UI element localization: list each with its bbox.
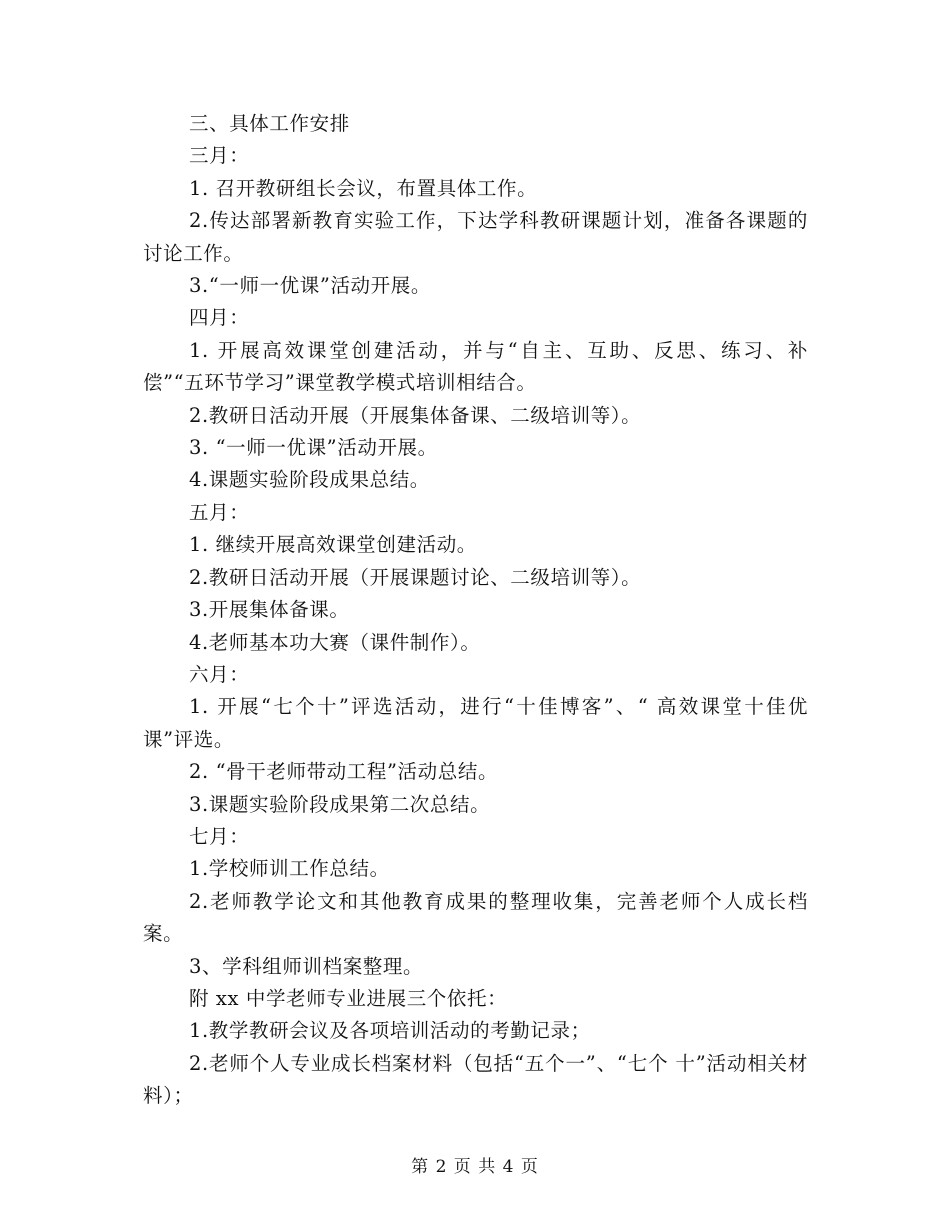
list-item: 4.课题实验阶段成果总结。: [189, 468, 430, 492]
list-item: 2.老师个人专业成长档案材料（包括“五个一”、“七个 十”活动相关材料）；: [143, 1051, 808, 1108]
appendix-heading: 附 xx 中学老师专业进展三个依托：: [189, 986, 508, 1010]
list-item: 1. 召开教研组长会议，布置具体工作。: [189, 176, 538, 200]
list-item: 3. “一师一优课”活动开展。: [189, 436, 438, 460]
month-heading-march: 三月：: [189, 144, 250, 168]
section-heading: 三、具体工作安排: [189, 112, 350, 135]
month-heading-may: 五月：: [189, 500, 250, 524]
list-item: 2.传达部署新教育实验工作，下达学科教研课题计划，准备各课题的讨论工作。: [143, 209, 808, 265]
list-item: 3.开展集体备课。: [189, 598, 350, 622]
list-item: 1. 继续开展高效课堂创建活动。: [189, 533, 477, 557]
list-item: 2.教研日活动开展（开展集体备课、二级培训等）。: [189, 403, 642, 427]
document-body: [143, 108, 808, 1113]
list-item: 1.教学教研会议及各项培训活动的考勤记录；: [189, 1019, 591, 1043]
list-item: 3.课题实验阶段成果第二次总结。: [189, 792, 491, 816]
list-item: 2. “骨干老师带动工程”活动总结。: [189, 760, 499, 784]
month-heading-july: 七月：: [189, 824, 250, 848]
month-heading-june: 六月：: [189, 662, 250, 686]
list-item: 4.老师基本功大赛（课件制作）。: [189, 630, 481, 654]
list-item: 1. 开展“七个十”评选活动，进行“十佳博客”、“ 高效课堂十佳优课”评选。: [143, 695, 808, 751]
list-item: 3、学科组师训档案整理。: [189, 954, 424, 978]
month-heading-april: 四月：: [189, 306, 250, 330]
list-item: 2.教研日活动开展（开展课题讨论、二级培训等）。: [189, 565, 642, 589]
page-number-footer: 第 2 页 共 4 页: [411, 1157, 539, 1177]
list-item: 1.学校师训工作总结。: [189, 857, 390, 881]
list-item: 3.“一师一优课”活动开展。: [189, 274, 431, 298]
list-item: 1. 开展高效课堂创建活动，并与“自主、互助、反思、练习、补偿”“五环节学习”课堂教学模式培训相结合。: [143, 338, 808, 395]
list-item: 2.老师教学论文和其他教育成果的整理收集，完善老师个人成长档案。: [143, 889, 808, 946]
